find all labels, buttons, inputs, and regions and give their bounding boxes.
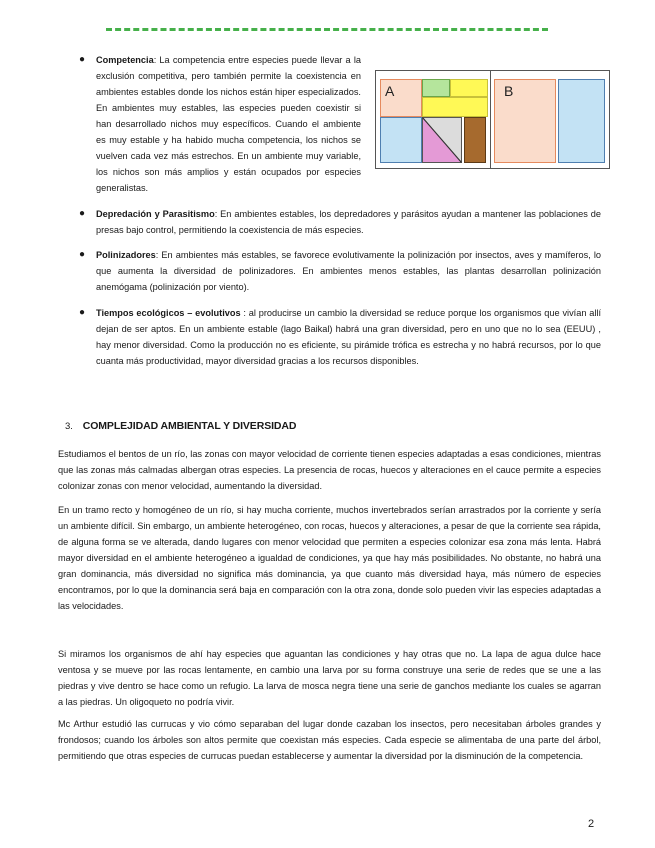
section-title: COMPLEJIDAD AMBIENTAL Y DIVERSIDAD bbox=[82, 420, 297, 432]
section-number: 3. bbox=[65, 421, 73, 432]
paragraph-tramo-recto: En un tramo recto y homogéneo de un río, si hay mucha corriente, muchos invertebrados serían arrastrados por la corriente y sería un ambiente difícil. Sin embargo, un ambiente heterogéneo, con rocas, huecos y alteraciones, a pesar de que la corriente sea rápida, de alguna forma se ve alterada, dando lugares con menor velocidad que permiten a especies colonizar esa zona más lenta. Habrá mayor diversidad en el ambiente heterogéneo a igualdad de condiciones, ya que hay más posibilidades. No obstante, no habrá una gran dominancia, más diversidad no significa más dominancia, ya que cuanto más diversidad haya, más número de especies encontramos, por lo que la dominancia será baja en comparación con la otra zona, donde solo pueden vivir las especies adaptadas a las velocidades. bbox=[58, 505, 601, 611]
panel-a-brown-niche bbox=[464, 117, 486, 163]
bullet-term: Tiempos ecológicos – evolutivos bbox=[96, 308, 241, 318]
panel-a-label: A bbox=[385, 83, 395, 99]
bullet-marker: ● bbox=[79, 307, 86, 318]
bullet-text: : En ambientes más estables, se favorece evolutivamente la polinización por insectos, aves y mamíferos, lo que aumenta la diversidad de polinizadores. En ambientes menos estables, las plantas desarrollan polinización anemógama (polinización por viento). bbox=[96, 250, 601, 292]
panel-a-triangle-niches bbox=[422, 117, 462, 163]
bullet-term: Competencia bbox=[96, 55, 154, 65]
bullet-text: : al producirse un cambio la diversidad se reduce porque los organismos que vivían allí dejan de ser aptos. En un ambiente estable (lago Baikal) habrá una gran diversidad, pero en uno que no lo sea (EEUU) , hay menor diversidad. Como la producción no es eficiente, su pirámide trófica es estrecha y no habrá recursos, por lo que cuanta más productividad, mayor diversidad gracias a los recursos disponibles. bbox=[96, 308, 602, 366]
section-heading bbox=[65, 420, 296, 432]
bullet-text: : En ambientes estables, los depredadores y parásitos ayudan a mantener las poblaciones de presas bajo control, permitiendo la coexistencia de más especies. bbox=[96, 209, 602, 235]
panel-a-green-niche bbox=[422, 79, 450, 97]
panel-a-blue-niche bbox=[380, 117, 422, 163]
bullet-depredacion bbox=[79, 206, 602, 238]
bullet-marker: ● bbox=[79, 249, 86, 260]
bullet-term: Depredación y Parasitismo bbox=[96, 209, 215, 219]
niche-diagram-figure bbox=[375, 70, 610, 169]
bullet-term: Polinizadores bbox=[96, 250, 156, 260]
panel-b-blue-niche bbox=[558, 79, 605, 163]
header-divider bbox=[106, 28, 548, 31]
page-number: 2 bbox=[588, 818, 595, 830]
bullet-marker: ● bbox=[79, 54, 86, 65]
bullet-tiempos bbox=[79, 305, 602, 369]
paragraph-organismos: Si miramos los organismos de ahí hay especies que aguantan las condiciones y hay otras que no. La lapa de agua dulce hace ventosa y se mueve por las rocas lentamente, en cambio una larva por su forma construye una serie de redes que se une a las piedras y vive dentro se hace como un refugio. La larva de mosca negra tiene una serie de ganchos mediante los cuales se agarran a las piedras. Un oligoqueto no podría vivir. bbox=[58, 649, 601, 707]
bullet-marker: ● bbox=[79, 208, 86, 219]
panel-a-yellow-niche bbox=[422, 97, 488, 117]
panel-separator bbox=[490, 71, 491, 168]
panel-a-yellow-niche-top bbox=[450, 79, 488, 97]
paragraph-bentos: Estudiamos el bentos de un río, las zonas con mayor velocidad de corriente tienen especies adaptadas a esas condiciones, mientras que las zonas más calmadas albergan otras especies. La presencia de rocas, huecos y alteraciones en el cauce permite a especies colonizar zonas con menor velocidad, aumentando la diversidad. bbox=[58, 449, 601, 491]
bullet-text: : La competencia entre especies puede llevar a la exclusión competitiva, pero también permite la coexistencia en ambientes estables donde los nichos están hiper especializados. En ambientes muy estables, las especies pueden coexistir si han desarrollado nichos muy específicos. Cuando el ambiente es muy estable y ha habido mucha competencia, los nichos se vuelven cada vez más estrechos. En un ambiente muy variable, los nichos son más amplios y están ocupados por especies generalistas. bbox=[96, 55, 361, 193]
paragraph-mc-arthur: Mc Arthur estudió las currucas y vio cómo separaban del lugar donde cazaban los insectos, pero necesitaban árboles grandes y frondosos; cuando los árboles son altos permite que coexistan más especies. Cada especie se alimentaba de una parte del árbol, permitiendo que otras especies de currucas puedan establecerse y aumentar la diversidad por la disminución de la competencia. bbox=[58, 719, 601, 761]
panel-b-label: B bbox=[504, 83, 514, 99]
bullet-polinizadores bbox=[79, 247, 601, 295]
